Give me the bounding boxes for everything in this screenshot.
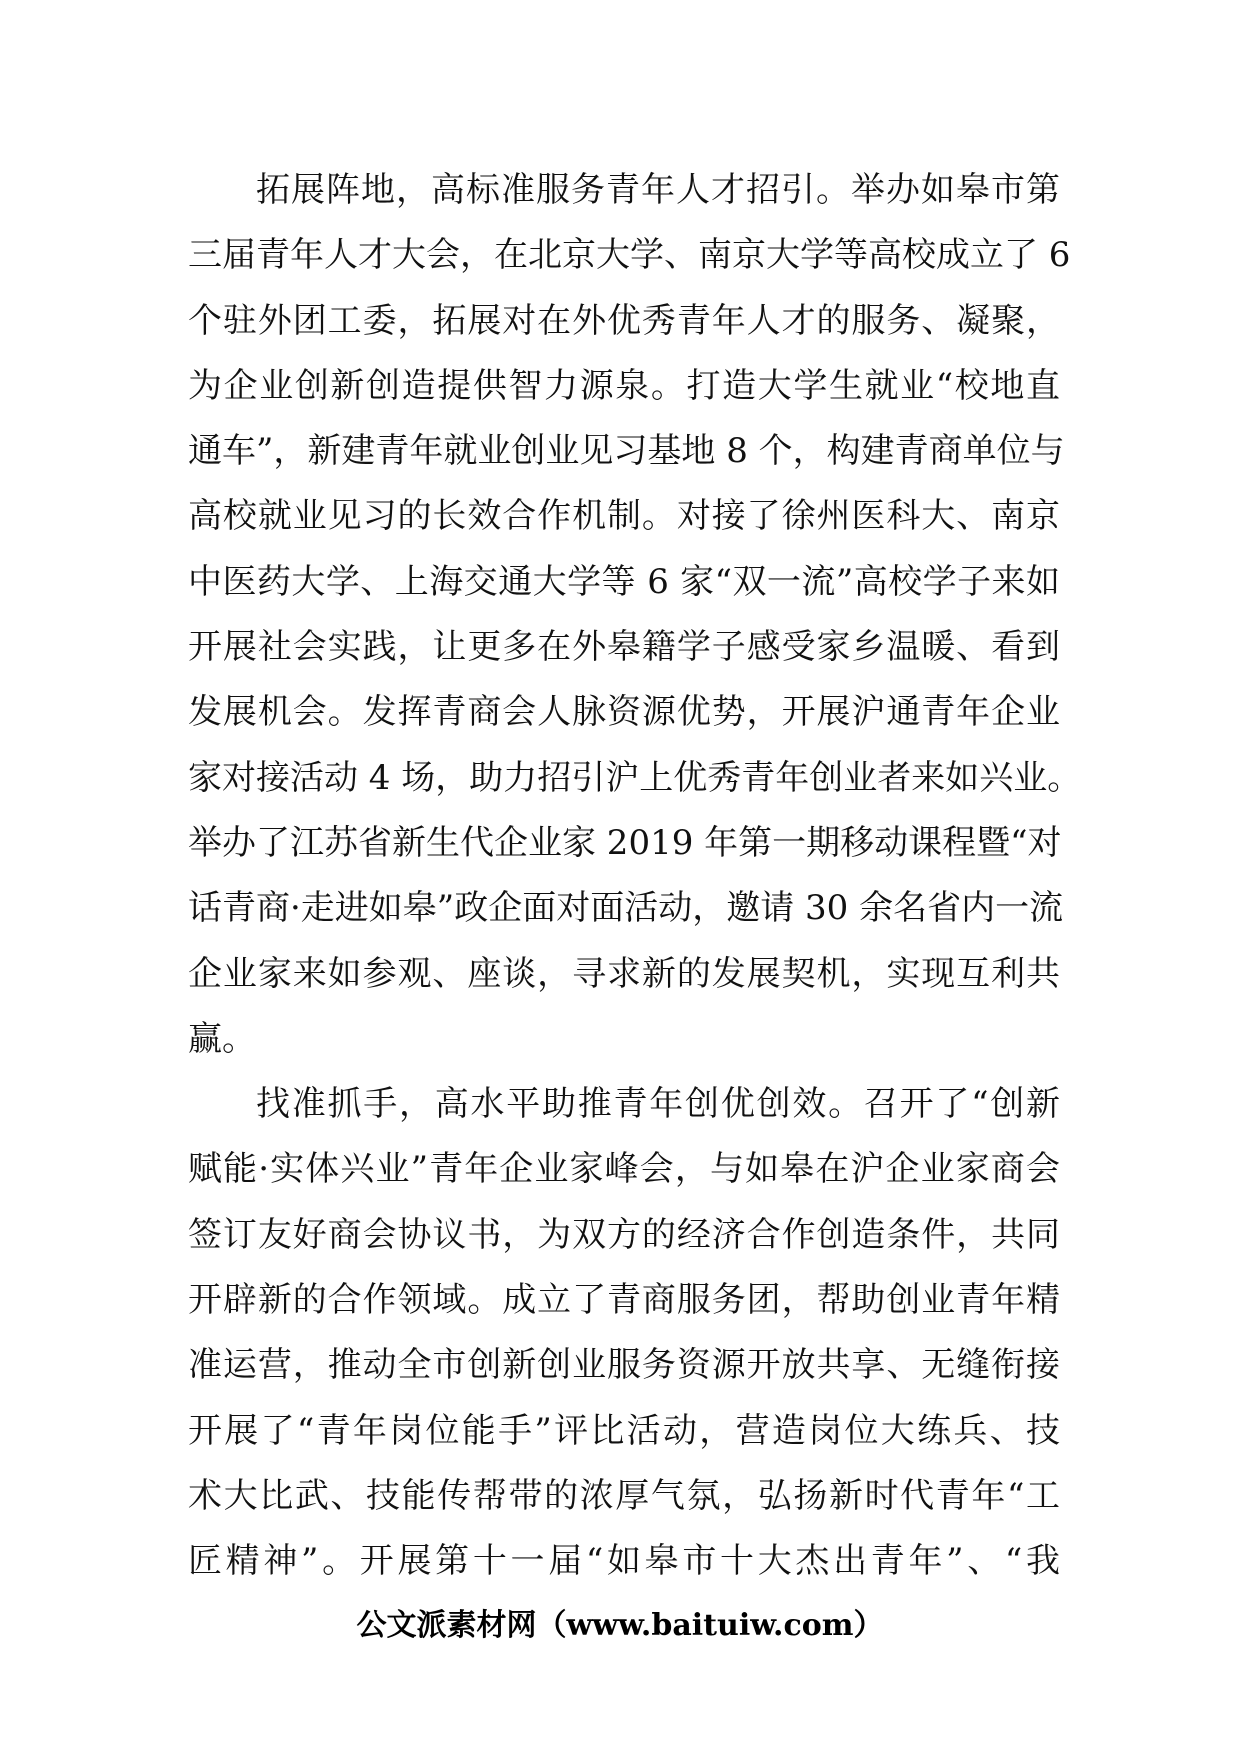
paragraph-1-line: 中医药大学、上海交通大学等 6 家“双一流”高校学子来如 — [188, 561, 1060, 602]
paragraph-1-line: 举办了江苏省新生代企业家 2019 年第一期移动课程暨“对 — [188, 822, 1062, 863]
paragraph-2-line: 开辟新的合作领域。成立了青商服务团，帮助创业青年精 — [188, 1280, 1060, 1321]
paragraph-2-line: 准运营，推动全市创新创业服务资源开放共享、无缝衔接 — [188, 1345, 1060, 1386]
paragraph-2-line: 匠精神”。开展第十一届“如皋市十大杰出青年”、“我 — [188, 1541, 1060, 1582]
paragraph-1-line: 为企业创新创造提供智力源泉。打造大学生就业“校地直 — [188, 365, 1060, 406]
document-body — [188, 158, 1082, 1595]
paragraph-2-line: 开展了“青年岗位能手”评比活动，营造岗位大练兵、技 — [188, 1410, 1060, 1451]
paragraph-2-line: 找准抓手，高水平助推青年创优创效。召开了“创新 — [256, 1084, 1060, 1125]
paragraph-1-line: 三届青年人才大会，在北京大学、南京大学等高校成立了 6 — [188, 235, 1071, 276]
paragraph-1-line: 企业家来如参观、座谈，寻求新的发展契机，实现互利共 — [188, 953, 1060, 994]
paragraph-1-line: 发展机会。发挥青商会人脉资源优势，开展沪通青年企业 — [188, 692, 1060, 733]
paragraph-1-line: 开展社会实践，让更多在外皋籍学子感受家乡温暖、看到 — [188, 627, 1060, 668]
paragraph-1-line: 赢。 — [188, 1018, 256, 1059]
paragraph-2-line: 赋能·实体兴业”青年企业家峰会，与如皋在沪企业家商会 — [188, 1149, 1060, 1190]
paragraph-1-line: 话青商·走进如皋”政企面对面活动，邀请 30 余名省内一流 — [188, 888, 1064, 929]
paragraph-2-line: 签订友好商会协议书，为双方的经济合作创造条件，共同 — [188, 1214, 1060, 1255]
paragraph-1-line: 通车”，新建青年就业创业见习基地 8 个，构建青商单位与 — [188, 431, 1065, 472]
paragraph-1-line: 拓展阵地，高标准服务青年人才招引。举办如皋市第 — [256, 170, 1060, 210]
paragraph-1-line: 高校就业见习的长效合作机制。对接了徐州医科大、南京 — [188, 496, 1060, 537]
paragraph-2-line: 术大比武、技能传帮带的浓厚气氛，弘扬新时代青年“工 — [188, 1475, 1060, 1516]
footer-watermark: 公文派素材网（www.baituiw.com） — [356, 1608, 884, 1643]
paragraph-1-line: 个驻外团工委，拓展对在外优秀青年人才的服务、凝聚， — [188, 300, 1060, 341]
paragraph-1-line: 家对接活动 4 场，助力招引沪上优秀青年创业者来如兴业。 — [188, 757, 1082, 798]
